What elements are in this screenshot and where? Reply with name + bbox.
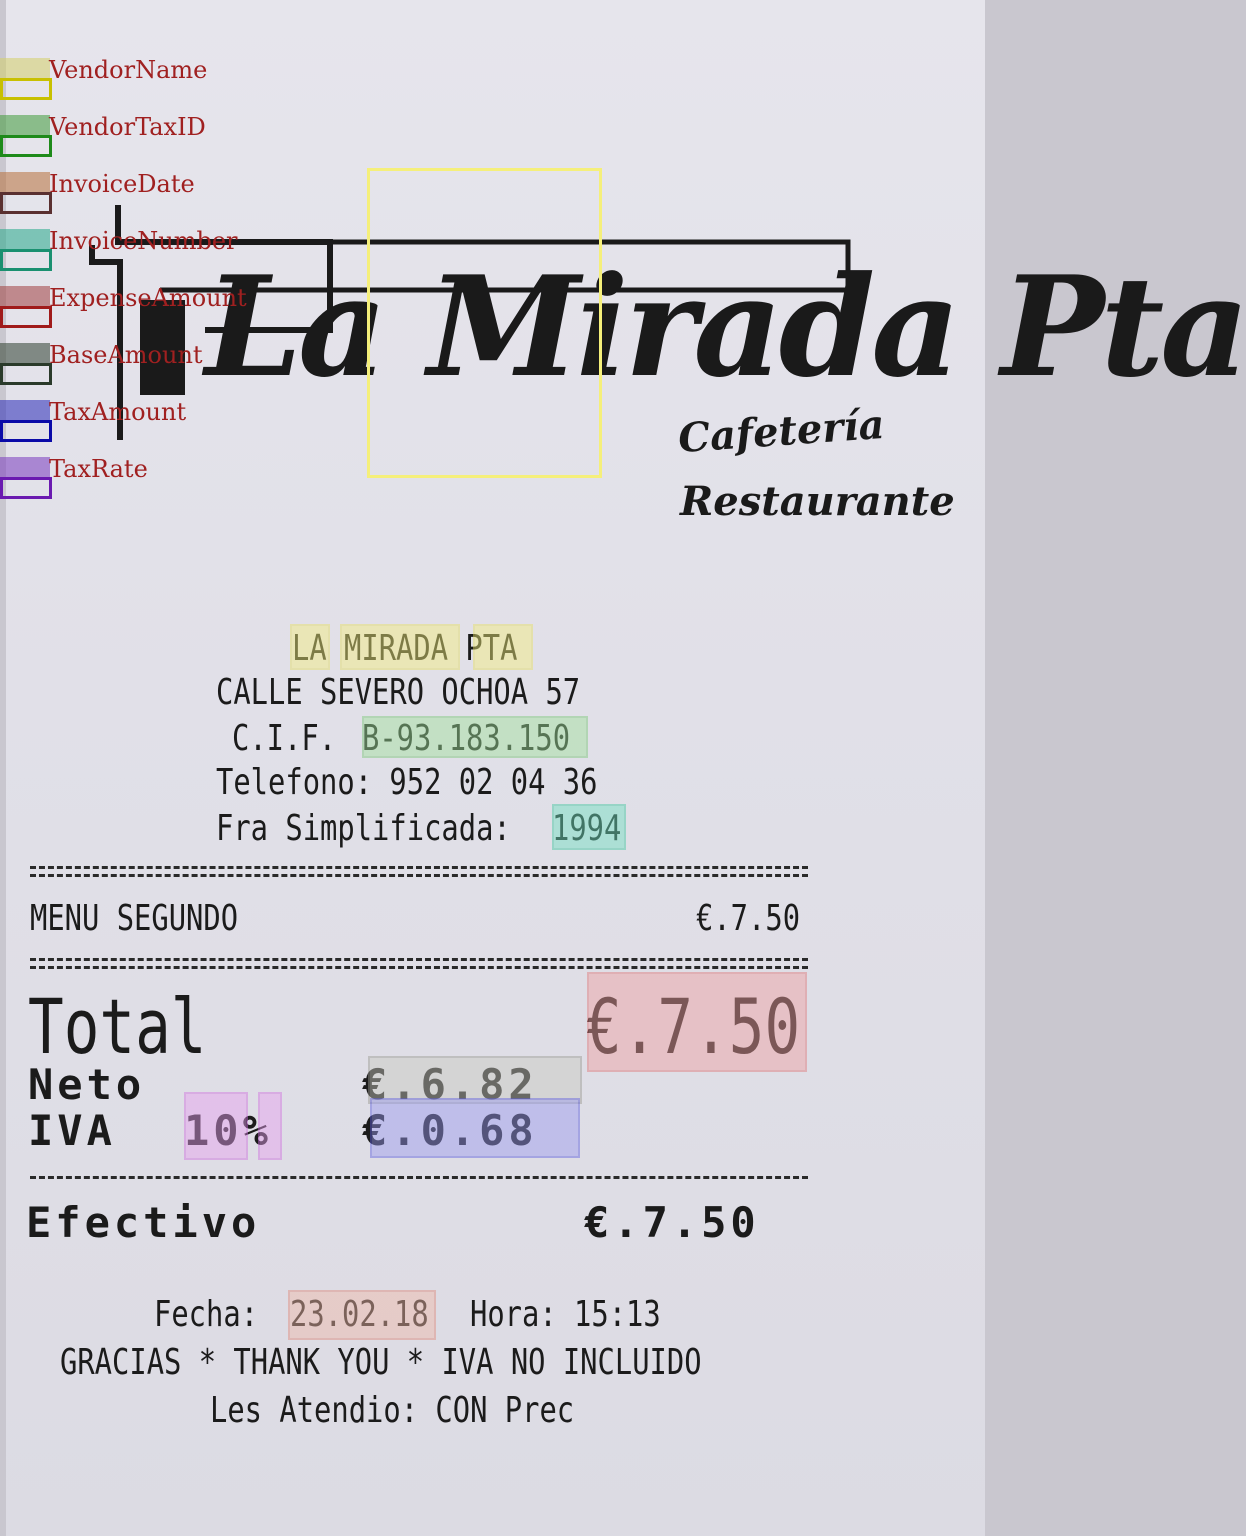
invoice-number-highlight — [552, 804, 626, 850]
invoice-date-highlight — [288, 1290, 436, 1340]
separator-double-top — [30, 866, 808, 877]
total-label: Total — [28, 982, 207, 1071]
cif-label: C.I.F. — [232, 718, 337, 759]
logo-restaurante-text: Restaurante — [680, 478, 955, 525]
legend-label-vendor-name: VendorName — [49, 56, 208, 84]
neto-label: Neto — [28, 1060, 146, 1109]
legend-vendor-name — [0, 56, 280, 106]
legend-label-invoice-number: InvoiceNumber — [49, 227, 238, 255]
legend-label-expense-amount: ExpenseAmount — [49, 284, 247, 312]
thanks-line: GRACIAS * THANK YOU * IVA NO INCLUIDO — [60, 1342, 702, 1383]
legend-vendor-tax-id — [0, 113, 280, 163]
line-item-price: €.7.50 — [696, 898, 801, 939]
total-value: €.7.50 — [586, 982, 801, 1071]
line-item-name: MENU SEGUNDO — [30, 898, 239, 939]
logo-cafeteria-text: Cafetería — [676, 400, 886, 463]
vendor-name: LA MIRADA PTA — [292, 628, 518, 669]
legend-expense-amount — [0, 284, 280, 334]
legend-label-invoice-date: InvoiceDate — [49, 170, 195, 198]
legend-invoice-date — [0, 170, 280, 220]
invoice-number: 1994 — [552, 808, 622, 849]
vendor-name-logo-highlight — [367, 168, 602, 478]
legend-label-base-amount: BaseAmount — [49, 341, 203, 369]
tax-amount-highlight — [370, 1098, 580, 1158]
separator-single — [30, 1176, 808, 1179]
legend-label-tax-amount: TaxAmount — [49, 398, 187, 426]
date-label: Fecha: — [154, 1294, 259, 1335]
invoice-label: Fra Simplificada: — [216, 808, 511, 849]
expense-amount-highlight — [587, 972, 807, 1072]
payment-label: Efectivo — [26, 1198, 261, 1247]
iva-label: IVA — [28, 1106, 116, 1155]
legend-label-tax-rate: TaxRate — [49, 455, 148, 483]
separator-double-bottom — [30, 958, 808, 969]
attended-line: Les Atendio: CON Prec — [210, 1390, 575, 1431]
base-amount-highlight — [368, 1056, 582, 1104]
vendor-name-highlight — [290, 624, 330, 670]
tax-rate-highlight — [258, 1092, 282, 1160]
legend-label-vendor-tax-id: VendorTaxID — [49, 113, 206, 141]
legend-tax-rate — [0, 455, 280, 505]
neto-value: €.6.82 — [362, 1060, 538, 1109]
payment-value: €.7.50 — [584, 1198, 760, 1247]
legend-tax-amount — [0, 398, 280, 448]
iva-rate: 10% — [184, 1106, 272, 1155]
vendor-tax-id-highlight — [362, 716, 588, 758]
logo-main-text: La Mirada Pta — [205, 245, 1246, 408]
vendor-address: CALLE SEVERO OCHOA 57 — [216, 672, 581, 713]
time-text: Hora: 15:13 — [470, 1294, 661, 1335]
cif-value: B-93.183.150 — [362, 718, 571, 759]
iva-value: €.0.68 — [362, 1106, 538, 1155]
legend-base-amount — [0, 341, 280, 391]
tax-rate-highlight — [184, 1092, 248, 1160]
legend-invoice-number — [0, 227, 280, 277]
date-value: 23.02.18 — [290, 1294, 429, 1335]
vendor-name-highlight — [340, 624, 460, 670]
vendor-name-highlight — [473, 624, 533, 670]
vendor-phone: Telefono: 952 02 04 36 — [216, 762, 598, 803]
